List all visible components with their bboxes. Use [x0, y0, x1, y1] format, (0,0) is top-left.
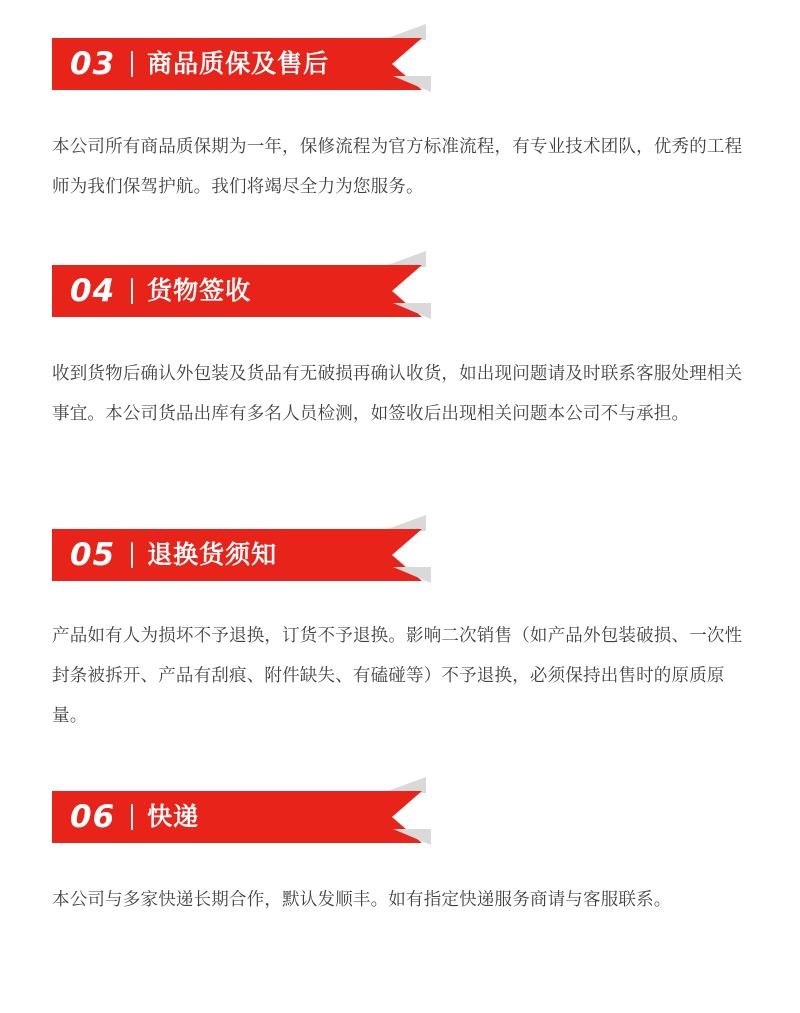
- section-body-06: 本公司与多家快递长期合作，默认发顺丰。如有指定快递服务商请与客服联系。: [52, 889, 672, 909]
- banner-fold-shadow-icon: [393, 303, 431, 319]
- banner-divider-icon: [131, 278, 133, 304]
- section-number: 06: [70, 798, 116, 835]
- section-number: 03: [70, 45, 116, 82]
- banner-divider-icon: [131, 542, 133, 568]
- banner-divider-icon: [131, 51, 133, 77]
- section-05: [0, 529, 800, 735]
- banner-body: [52, 265, 392, 317]
- section-03: [0, 38, 800, 206]
- banner-body: [52, 529, 392, 581]
- banner-fold-shadow-icon: [393, 567, 431, 583]
- section-title: 商品质保及售后: [147, 49, 330, 78]
- section-title: 货物签收: [147, 276, 252, 305]
- section-body-04: 收到货物后确认外包装及货品有无破损再确认收货，如出现问题请及时联系客服处理相关事宜。本公司货品出库有多名人员检测，如签收后出现相关问题本公司不与承担。: [52, 363, 743, 423]
- section-number: 04: [70, 272, 116, 309]
- section-banner-03: [52, 38, 432, 90]
- section-number: 05: [70, 536, 116, 573]
- section-title: 退换货须知: [147, 540, 278, 569]
- banner-body: [52, 791, 392, 843]
- banner-fold-shadow-icon: [393, 76, 431, 92]
- section-banner-05: [52, 529, 432, 581]
- section-banner-04: [52, 265, 432, 317]
- banner-body: [52, 38, 392, 90]
- section-04: [0, 265, 800, 433]
- section-body-03: 本公司所有商品质保期为一年，保修流程为官方标准流程，有专业技术团队，优秀的工程师为我们保驾护航。我们将竭尽全力为您服务。: [52, 136, 743, 196]
- banner-divider-icon: [131, 804, 133, 830]
- section-body-05: 产品如有人为损坏不予退换，订货不予退换。影响二次销售（如产品外包装破损、一次性封条被拆开、产品有刮痕、附件缺失、有磕碰等）不予退换，必须保持出售时的原质原量。: [52, 625, 743, 725]
- section-06: [0, 791, 800, 919]
- section-title: 快递: [147, 802, 200, 831]
- banner-fold-shadow-icon: [393, 829, 431, 845]
- section-banner-06: [52, 791, 432, 843]
